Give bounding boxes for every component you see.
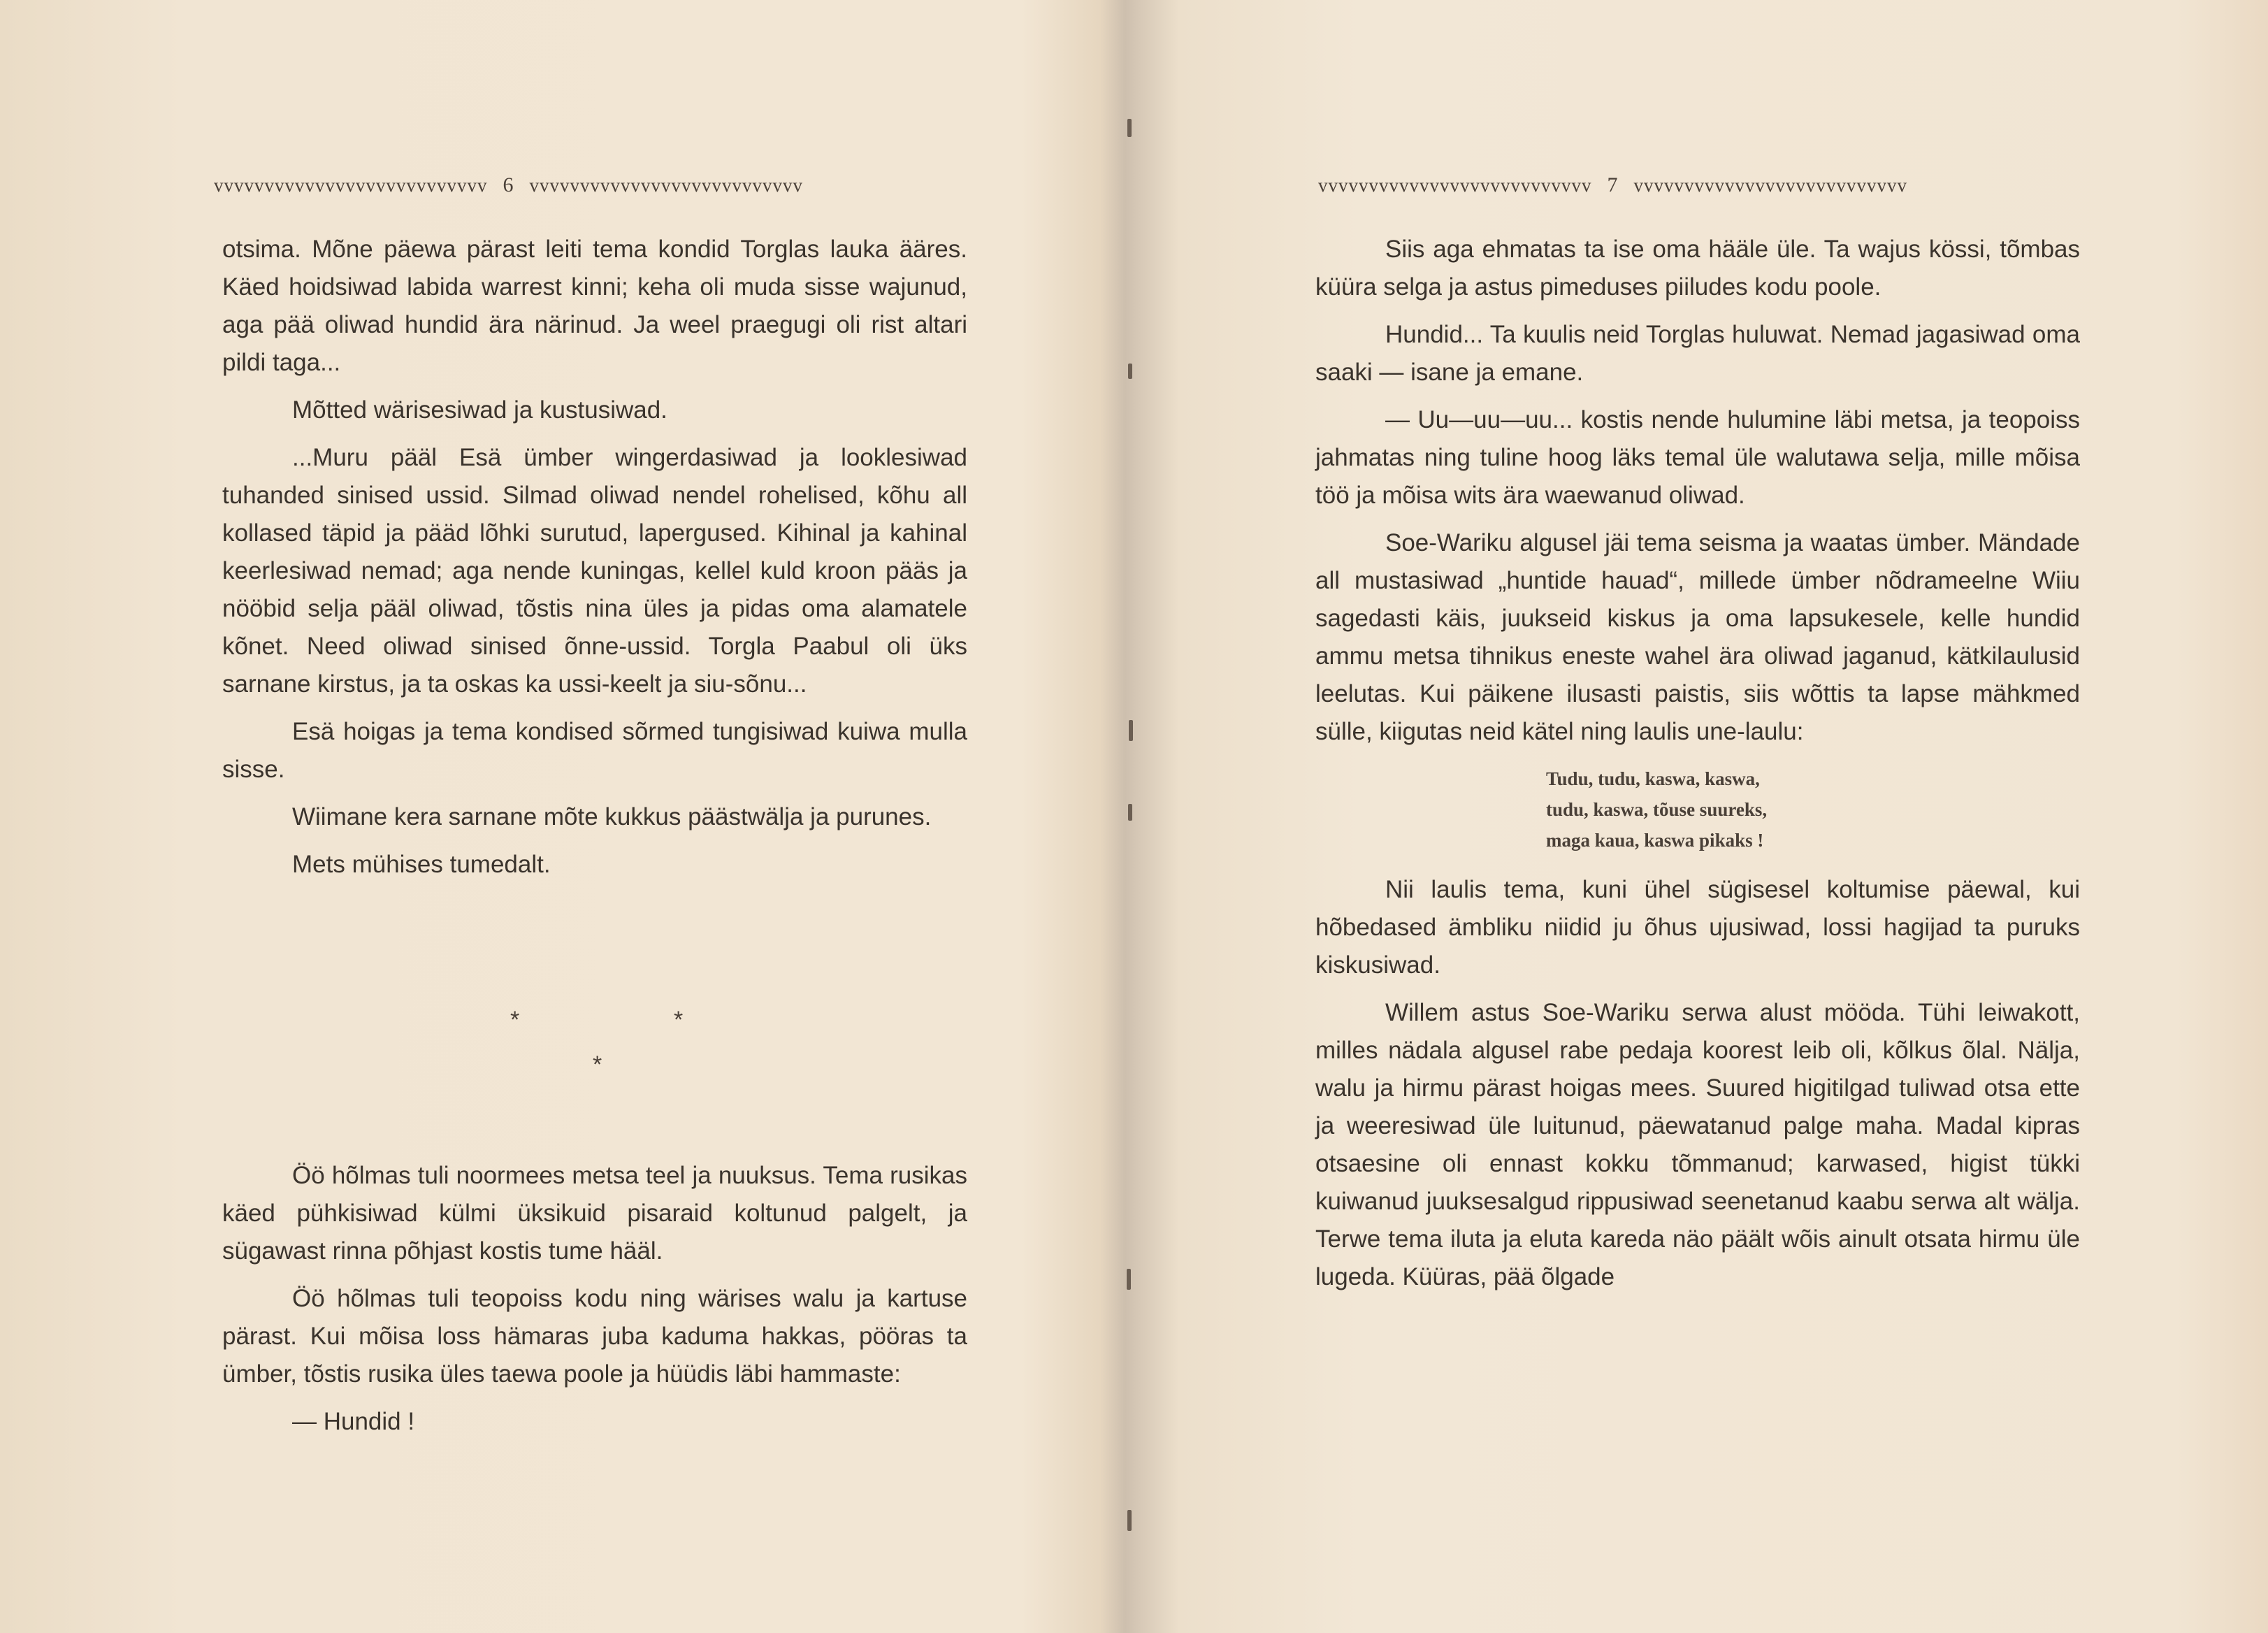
- asterisk: *: [510, 1007, 520, 1033]
- gutter-mark: [1127, 1269, 1131, 1290]
- asterisk: *: [674, 1007, 684, 1033]
- page-number: 7: [1607, 173, 1619, 196]
- paragraph: otsima. Mõne päewa pärast leiti tema kondid Torglas lauka ääres. Käed hoidsiwad labida warrest kinni; keha oli muda sisse wajunud, aga pää oliwad hundid ära närinud. Ja weel praegugi oli rist altari pildi taga...: [222, 236, 967, 376]
- paragraph: Öö hõlmas tuli noormees metsa teel ja nuuksus. Tema rusikas käed pühkisiwad külmi üksikuid pisaraid koltunud palgelt, ja sügawast rinna põhjast kostis tume hääl.: [222, 1162, 967, 1265]
- verse-line: Tudu, tudu, kaswa, kaswa,: [1546, 768, 1760, 789]
- body-text: [222, 1157, 967, 1451]
- paragraph: Willem astus Soe-Wariku serwa alust mööda. Tühi leiwakott, milles nädala algusel rabe pedaja koorest leib oli, kõlkus õlal. Nälja, walu ja hirmu pärast hoigas mees. Suured higitilgad tuliwad otsa ette ja weeresiwad üle luitunud, päewatanud palge maha. Madal kipras otsaesine oli ennast kokku tõmmanud; karwased, higist tükki kuiwanud juuksesalgud rippusiwad seenetanud kaabu serwa alt wälja. Terwe tema iluta ja eluta kareda näo päält wõis ainult otsata hirmu üle lugeda. Küüras, pää õlgade: [1315, 999, 2080, 1290]
- paragraph: Hundid... Ta kuulis neid Torglas huluwat. Nemad jagasiwad oma saaki — isane ja emane.: [1315, 321, 2080, 386]
- body-text: [1315, 231, 2080, 1306]
- header-ornament-right: vvvvvvvvvvvvvvvvvvvvvvvvvvv: [529, 175, 803, 196]
- page-number: 6: [503, 173, 514, 196]
- paragraph: Öö hõlmas tuli teopoiss kodu ning wärises walu ja kartuse pärast. Kui mõisa loss hämaras juba kaduma hakkas, pööras ta ümber, tõstis rusika üles taewa poole ja hüüdis läbi hammaste:: [222, 1285, 967, 1388]
- gutter-mark: [1127, 1510, 1132, 1531]
- gutter-mark: [1127, 119, 1132, 137]
- paragraph: Mõtted wärisesiwad ja kustusiwad.: [292, 396, 667, 424]
- paragraph: Wiimane kera sarnane mõte kukkus päästwälja ja purunes.: [292, 803, 932, 830]
- header-ornament-left: vvvvvvvvvvvvvvvvvvvvvvvvvvv: [214, 175, 488, 196]
- verse-line: tudu, kaswa, tõuse suureks,: [1546, 799, 1768, 820]
- paragraph: — Hundid !: [292, 1408, 415, 1435]
- left-page: [0, 0, 1118, 1633]
- gutter-mark: [1128, 364, 1132, 379]
- right-page: [1135, 0, 2268, 1633]
- page-header: [1318, 173, 1907, 201]
- section-break: [222, 1007, 967, 1098]
- paragraph: Soe-Wariku algusel jäi tema seisma ja waatas ümber. Mändade all mustasiwad „huntide hauad“, millede ümber nõdrameelne Wiiu sagedasti käis, juukseid kiskus ja oma lapsukesele, kelle hundid ammu metsa tihnikus eneste wahel ära oliwad jaganud, kätkilaulusid leelutas. Kui päikene ilusasti paistis, siis wõttis ta lapse mähkmed sülle, kiigutas neid kätel ning laulis une-laulu:: [1315, 529, 2080, 745]
- body-text: [222, 231, 967, 893]
- paragraph: Mets mühises tumedalt.: [292, 851, 551, 878]
- paragraph: Nii laulis tema, kuni ühel sügisesel koltumise päewal, kui hõbedased ämbliku niidid ju õhus ujusiwad, lossi hagijad ta puruks kiskusiwad.: [1315, 876, 2080, 979]
- paragraph: ...Muru pääl Esä ümber wingerdasiwad ja looklesiwad tuhanded sinised ussid. Silmad oliwad nendel rohelised, kõhu all kollased täpid ja pääd lõhki surutud, lapergused. Kihinal ja kahinal keerlesiwad nemad; aga nende kuningas, kellel kuld kroon pääs ja nööbid selja pääl oliwad, tõstis nina üles ja pidas oma alamatele kõnet. Need oliwad sinised õnne-ussid. Torgla Paabul oli üks sarnane kirstus, ja ta oskas ka ussi-keelt ja siu-sõnu...: [222, 444, 967, 698]
- asterisk: *: [593, 1051, 602, 1078]
- song-verse: [1546, 763, 2080, 856]
- paragraph: Siis aga ehmatas ta ise oma hääle üle. Ta wajus kössi, tõmbas küüra selga ja astus pimeduses piiludes kodu poole.: [1315, 236, 2080, 301]
- paragraph: — Uu—uu—uu... kostis nende hulumine läbi metsa, ja teopoiss jahmatas ning tuline hoog läks temal üle walutawa selja, mille mõisa töö ja mõisa wits ära waewanud oliwad.: [1315, 406, 2080, 509]
- page-header: [214, 173, 803, 201]
- paragraph: Esä hoigas ja tema kondised sõrmed tungisiwad kuiwa mulla sisse.: [222, 718, 967, 783]
- gutter-mark: [1129, 720, 1133, 741]
- header-ornament-right: vvvvvvvvvvvvvvvvvvvvvvvvvvv: [1633, 175, 1907, 196]
- header-ornament-left: vvvvvvvvvvvvvvvvvvvvvvvvvvv: [1318, 175, 1592, 196]
- verse-line: maga kaua, kaswa pikaks !: [1546, 830, 1764, 851]
- gutter-mark: [1128, 804, 1132, 821]
